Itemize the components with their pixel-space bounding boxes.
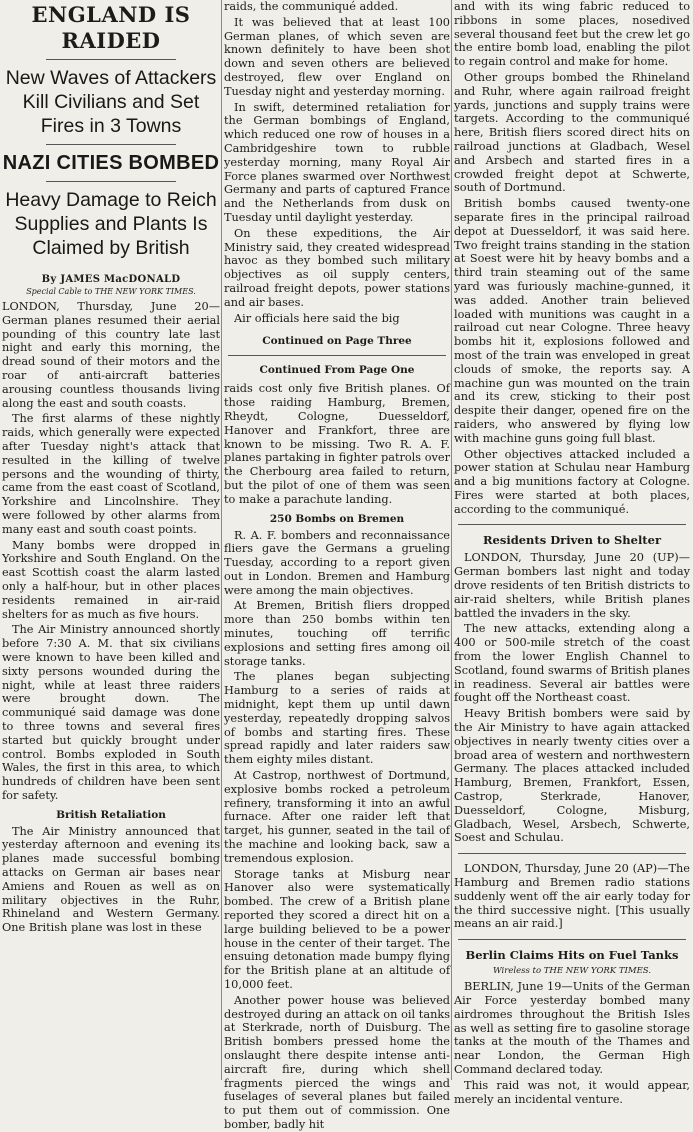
article-paragraph: The new attacks, extending along a 400 or 500-mile stretch of the coast from the lower English Channel to Scotland, found swarms of British planes in readiness. Several air battles were fought off the Northeast coast. — [454, 622, 690, 705]
byline-credit: Special Cable to THE NEW YORK TIMES. — [26, 287, 196, 296]
article-paragraph: Another power house was believed destroyed during an attack on oil tanks at Sterkrade, north of Duisburg. The British bombers pressed home the onslaught there despite intense anti-aircraft fire, during which shell fragments pierced the wings and fuselages of several planes but failed to put them out of commission. One bomber, badly hit — [224, 993, 450, 1131]
article-paragraph: At Castrop, northwest of Dortmund, explosive bombs rocked a petroleum refinery, transforming it into an awful furnace. After one raider left that target, his gunner, seated in the tail of the machine and looking back, saw a tremendous explosion. — [224, 769, 450, 865]
subheading-bombs-on-bremen: 250 Bombs on Bremen — [269, 512, 405, 525]
continued-on-note: Continued on Page Three — [262, 335, 412, 348]
article-paragraph: The first alarms of these nightly raids, which generally were expected after Tuesday night's attack that resulted in the killing of twelve persons and the wounding of thirty, came from the east coast of Scotland, Yorkshire and Lincolnshire. They were followed by other alarms from many east and south coast points. — [2, 412, 220, 536]
headline-divider — [46, 181, 177, 182]
article-paragraph: raids, the communiqué added. — [224, 0, 399, 13]
article-paragraph: Other groups bombed the Rhineland and Ruhr, where again railroad freight yards, junctions and supply trains were targets. According to the communiqué here, British fliers scored direct hits on railroad junctions at Gladbach, Wesel and Arsbech and started fires in a crowded freight depot at Schwerte, south of Dortmund. — [454, 70, 690, 195]
article-paragraph: British bombs caused twenty-one separate fires in the principal railroad depot at Duesseldorf, it was said here. Two freight trains standing in the station at Soest were hit by heavy bombs and a third train steaming out of the same yard was furiously machine-gunned, it was added. Another train believed loaded with munitions was caught in a railroad cut near Cologne. Three heavy bombs hit it, explosions followed and most of the train was enveloped in great clouds of smoke, the reports say. A machine gun was mounted on the train and its crew, sticking to their post despite their danger, opened fire on the raiders, who answered by flying low with machine guns going full blast. — [454, 197, 690, 445]
article-paragraph: Storage tanks at Misburg near Hanover also were systematically bombed. The crew of a British plane reported they scored a direct hit on a large building believed to be a power house in the center of their target. The ensuing detonation made bumpy flying for the British plane at an altitude of 10,000 feet. — [224, 867, 450, 991]
article-paragraph: LONDON, Thursday, June 20—German planes resumed their aerial pounding of this country late last night and early this morning, the dread sound of their motors and the roar of anti-aircraft batteries arousing countless thousands living along the east and south coasts. — [2, 300, 220, 410]
section-divider — [458, 853, 686, 854]
wire-credit: Wireless to THE NEW YORK TIMES. — [492, 966, 652, 977]
main-headline: ENGLAND IS RAIDED — [31, 2, 191, 53]
article-paragraph: R. A. F. bombers and reconnaissance fliers gave the Germans a grueling Tuesday, according to a report given out in London. Bremen and Hamburg were among the main objectives. — [224, 528, 450, 597]
column-2 — [224, 0, 450, 1131]
article-paragraph: BERLIN, June 19—Units of the German Air Force yesterday bombed many airdromes throughout the British Isles as well as setting fire to gasoline storage tanks at the mouth of the Thames and near London, the German High Command declared today. — [454, 980, 690, 1076]
article-paragraph: The Air Ministry announced that yesterday afternoon and evening its planes made successful bombing attacks on German air bases near Amiens and Rouen as well as on military objectives in the Ruhr, Rhineland and Western Germany. One British plane was lost in these — [2, 824, 220, 935]
article-paragraph: Air officials here said the big — [234, 311, 400, 325]
article-paragraph: LONDON, Thursday, June 20 (UP)—German bombers last night and today drove residents of ten British districts to air-raid shelters, while British planes battled the invaders in the sky. — [454, 551, 690, 620]
article-paragraph: On these expeditions, the Air Ministry said, they created widespread havoc as they bombed such military objectives as oil supply centers, railroad freight depots, power stations and air bases. — [224, 226, 450, 309]
article-paragraph: The Air Ministry announced shortly before 7:30 A. M. that six civilians were known to have been killed and sixty persons wounded during the night, while at least three raiders were brought down. The communiqué said damage was done to three towns and several fires started but quickly brought under control. Bombs exploded in South Wales, the first in this area, to which hundreds of children have been sent for safety. — [2, 623, 220, 802]
article-paragraph: This raid was not, it would appear, merely an incidental venture. — [454, 1078, 690, 1106]
ap-news-item: LONDON, Thursday, June 20 (AP)—The Hamburg and Bremen radio stations suddenly went off the air early today for the third successive night. [This usually means an air raid.] — [454, 862, 690, 931]
article-paragraph: It was believed that at least 100 German planes, of which seven are known definitely to have been shot down and seven others are believed destroyed, flew over England on Tuesday night and yesterday morning. — [224, 15, 450, 98]
headline-divider — [46, 144, 177, 145]
headline-deck-2: NAZI CITIES BOMBED — [2, 152, 220, 174]
section-divider — [458, 939, 686, 940]
article-paragraph: Many bombs were dropped in Yorkshire and South England. On the east Scottish coast the alarm lasted only a half-hour, but in other places residents remained in air-raid shelters for as much as five hours. — [2, 538, 220, 621]
headline-deck-3: Heavy Damage to Reich Supplies and Plants Is Claimed by British — [5, 189, 217, 259]
subheading-british-retaliation: British Retaliation — [56, 808, 166, 821]
column-1 — [2, 0, 220, 1080]
article-paragraph: Other objectives attacked included a power station at Schulau near Hamburg and a big munitions factory at Cologne. Fires were started at both places, according to the communiqué. — [454, 447, 690, 516]
article-paragraph: raids cost only five British planes. Of those raiding Hamburg, Bremen, Rheydt, Cologne, Duesseldorf, Hanover and Frankfort, three are known to be missing. Two R. A. F. planes partaking in fighter patrols over the Cherbourg area failed to return, but the pilot of one of them was seen to make a parachute landing. — [224, 382, 450, 506]
article-paragraph: In swift, determined retaliation for the German bombings of England, which reduced one row of houses in a Cambridgeshire town to rubble yesterday morning, many Royal Air Force planes swarmed over Northwest Germany and parts of captured France and the Netherlands from dusk on Tuesday until daylight yesterday. — [224, 100, 450, 224]
article-paragraph: The planes began subjecting Hamburg to a series of raids at midnight, kept them up until dawn yesterday, repeatedly dropping salvos of bombs and starting fires. These spread rapidly and later raiders saw them eighty miles distant. — [224, 670, 450, 767]
column-3 — [454, 0, 690, 1106]
byline: By JAMES MacDONALD — [41, 274, 181, 285]
article-paragraph: At Bremen, British fliers dropped more than 250 bombs within ten minutes, touching off terrific explosions and setting fires among oil storage tanks. — [224, 599, 450, 668]
column-rule — [221, 0, 222, 1080]
article-paragraph: Heavy British bombers were said by the Air Ministry to have again attacked objectives in nearly twenty cities over a broad area of western and northwestern Germany. The places attacked included Hamburg, Bremen, Frankfort, Essen, Castrop, Sterkrade, Hanover, Duesseldorf, Cologne, Misburg, Gladbach, Wesel, Arsbech, Schwerte, Soest and Schulau. — [454, 707, 690, 845]
subheading-berlin-claims: Berlin Claims Hits on Fuel Tanks — [465, 948, 679, 963]
continued-from-note: Continued From Page One — [259, 364, 415, 377]
section-divider — [458, 524, 686, 525]
headline-deck-1: New Waves of Attackers Kill Civilians and Set Fires in 3 Towns — [5, 67, 217, 137]
subheading-residents-driven: Residents Driven to Shelter — [482, 533, 661, 548]
column-rule — [451, 0, 452, 1080]
article-paragraph: and with its wing fabric reduced to ribbons in some places, nosedived several thousand feet but the crew let go the entire bomb load, enabling the pilot to regain control and make for home. — [454, 0, 690, 69]
jump-divider — [228, 355, 446, 356]
headline-divider — [46, 59, 177, 60]
